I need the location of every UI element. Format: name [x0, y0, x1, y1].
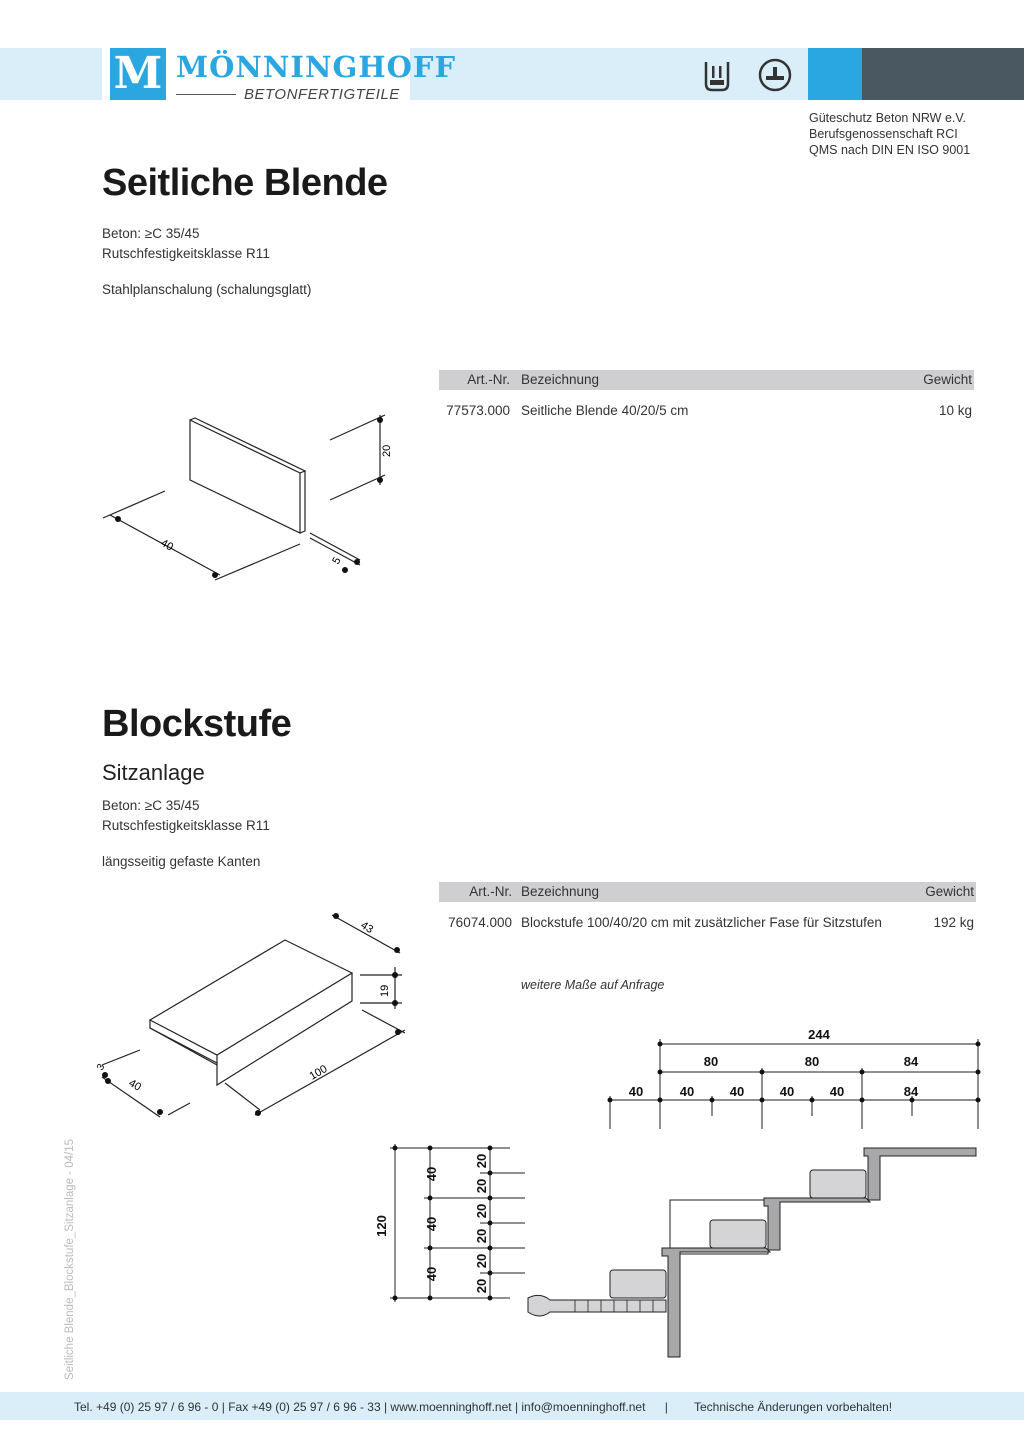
footer-disclaimer: Technische Änderungen vorbehalten!	[694, 1400, 893, 1414]
dim-lower: 40	[628, 1084, 644, 1099]
dim-height-step: 40	[424, 1166, 439, 1182]
certification-item: Güteschutz Beton NRW e.V.	[809, 111, 967, 125]
section2-specs	[102, 796, 270, 836]
header-accent-blue	[808, 48, 862, 100]
cell-weight: 10 kg	[938, 403, 972, 418]
header-accent-dark	[862, 48, 1024, 100]
cell-name: Blockstufe 100/40/20 cm mit zusätzlicher Fase für Sitzstufen	[521, 915, 882, 930]
company-tagline: BETONFERTIGTEILE	[244, 86, 400, 103]
section2-table-header	[439, 882, 976, 902]
dim-upper: 80	[703, 1054, 719, 1069]
col-weight: Gewicht	[925, 884, 974, 899]
table-row	[439, 913, 976, 933]
dim-height-sub: 20	[474, 1178, 489, 1194]
col-art: Art.-Nr.	[467, 372, 510, 387]
table-row	[439, 401, 974, 421]
col-name: Bezeichnung	[521, 372, 600, 387]
dim-chamfer: 3	[95, 1062, 108, 1073]
certification-list	[809, 110, 970, 158]
dim-height-step: 40	[424, 1216, 439, 1232]
section1-drawing	[95, 405, 393, 590]
dim-height: 20	[381, 444, 393, 457]
dim-height-sub: 20	[474, 1228, 489, 1244]
section1-note: Stahlplanschalung (schalungsglatt)	[102, 282, 312, 297]
certification-item: QMS nach DIN EN ISO 9001	[809, 143, 971, 157]
section1-title: Seitliche Blende	[102, 162, 388, 204]
section2-note: längsseitig gefaste Kanten	[102, 854, 261, 869]
section2-title: Blockstufe	[102, 703, 292, 745]
logo-mark: M	[110, 48, 166, 100]
cross-section-drawing	[370, 1024, 982, 1364]
cell-name: Seitliche Blende 40/20/5 cm	[521, 403, 689, 418]
spec-line: Beton: ≥C 35/45	[102, 226, 200, 241]
dim-lower: 40	[829, 1084, 845, 1099]
dim-upper: 80	[804, 1054, 820, 1069]
cell-art: 76074.000	[448, 915, 512, 930]
section2-drawing	[90, 905, 410, 1120]
document-reference: Seitliche Blende_Blockstufe_Sitzanlage - 04/15	[64, 1138, 76, 1380]
dim-lower: 40	[779, 1084, 795, 1099]
dim-height: 19	[379, 984, 391, 997]
dim-depth: 5	[330, 555, 344, 567]
spec-line: Rutschfestigkeitsklasse R11	[102, 246, 270, 261]
certification-item: Berufsgenossenschaft RCI	[809, 127, 958, 141]
more-sizes-note: weitere Maße auf Anfrage	[521, 978, 665, 992]
spec-line: Rutschfestigkeitsklasse R11	[102, 818, 270, 833]
dim-length: 40	[158, 537, 176, 554]
dim-height-sub: 20	[474, 1278, 489, 1294]
dim-height-sub: 20	[474, 1253, 489, 1269]
section1-table-header	[439, 370, 974, 390]
section1-specs	[102, 224, 270, 264]
dim-total: 244	[808, 1027, 830, 1042]
dim-upper: 84	[903, 1054, 919, 1069]
footer-contact	[74, 1400, 668, 1414]
dim-depth: 43	[358, 919, 376, 937]
dim-lower: 40	[729, 1084, 745, 1099]
footer-contact-text: Tel. +49 (0) 25 97 / 6 96 - 0 | Fax +49 (0) 25 97 / 6 96 - 33 | www.moenninghoff.net | info@moenninghoff.net	[74, 1400, 646, 1414]
spec-line: Beton: ≥C 35/45	[102, 798, 200, 813]
company-name: MÖNNINGHOFF	[176, 50, 457, 84]
cell-weight: 192 kg	[933, 915, 974, 930]
col-art: Art.-Nr.	[469, 884, 512, 899]
dim-height-total: 120	[374, 1215, 389, 1237]
dim-width: 40	[126, 1077, 144, 1094]
dim-lower: 40	[679, 1084, 695, 1099]
dim-height-step: 40	[424, 1266, 439, 1282]
col-name: Bezeichnung	[521, 884, 600, 899]
dim-lower: 84	[903, 1084, 919, 1099]
dim-length: 100	[307, 1063, 330, 1083]
bg-seal-icon	[758, 58, 792, 92]
dim-height-sub: 20	[474, 1153, 489, 1169]
logo-divider	[176, 94, 236, 95]
footer-separator: |	[664, 1400, 668, 1414]
quality-seal-icon	[700, 58, 734, 92]
cell-art: 77573.000	[446, 403, 510, 418]
dim-height-sub: 20	[474, 1203, 489, 1219]
col-weight: Gewicht	[923, 372, 972, 387]
section2-subtitle: Sitzanlage	[102, 760, 205, 785]
